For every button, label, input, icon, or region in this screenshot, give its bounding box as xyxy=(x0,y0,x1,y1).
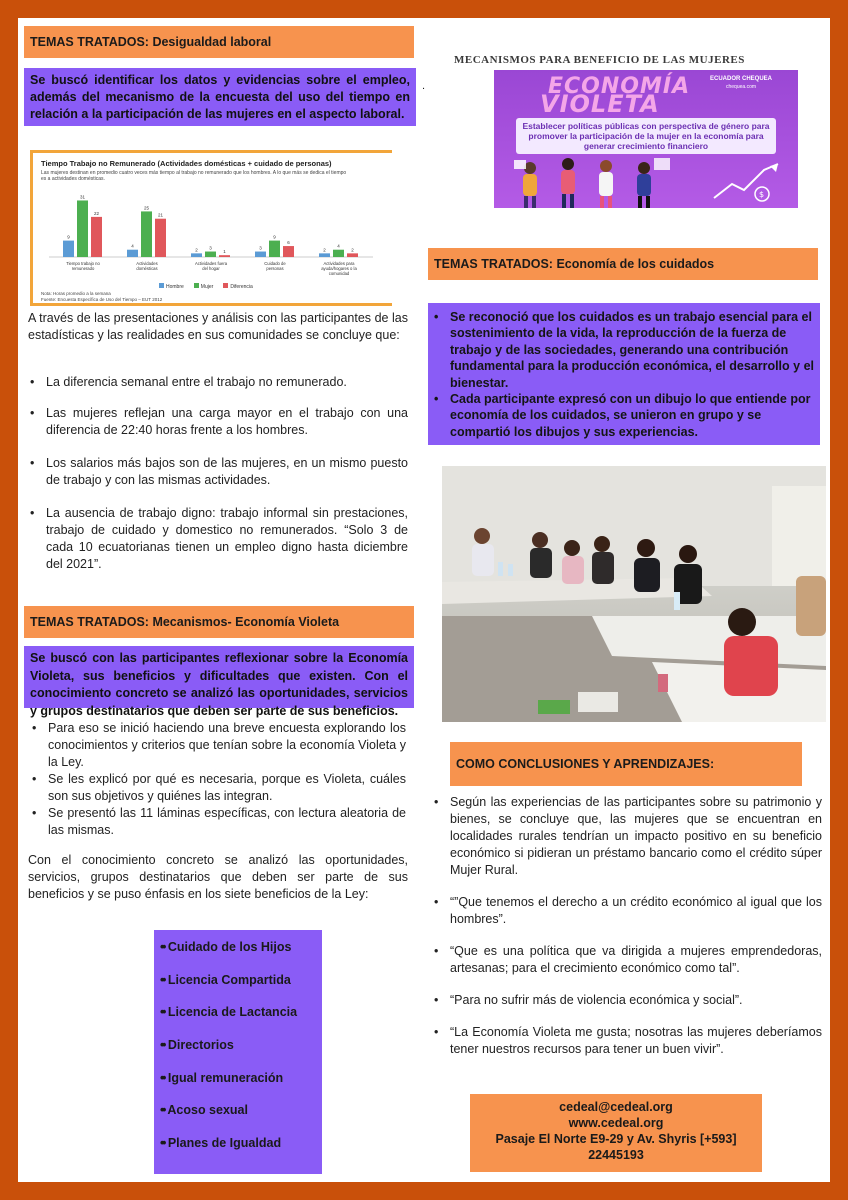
list-item: • “La Economía Violeta me gusta; nosotras las mujeres deberíamos tener nuestros recursos para tener un buen vivir”. xyxy=(432,1024,822,1058)
chart-bar-mujer xyxy=(269,241,280,257)
svg-text:$: $ xyxy=(759,190,765,199)
chart-bar-hombre xyxy=(255,252,266,257)
chart-bar-hombre xyxy=(127,250,138,257)
mechanisms-title: MECANISMOS PARA BENEFICIO DE LAS MUJERES xyxy=(454,54,745,66)
chart-category-label xyxy=(321,261,357,276)
chart-data-label: 31 xyxy=(79,194,86,200)
conclusiones-bullet-list xyxy=(432,794,822,1073)
chart-data-label: 6 xyxy=(287,240,290,246)
chart-category-label-line: Cuidado de xyxy=(264,261,286,266)
list-item: • • Acoso sexual xyxy=(160,1103,316,1136)
list-item: • “Para no sufrir más de violencia económica y social”. xyxy=(432,992,822,1009)
chart-category-label-line: Actividades fuera xyxy=(194,261,228,266)
chart-data-label: 2 xyxy=(351,247,354,253)
chart-data-label: 4 xyxy=(131,243,134,249)
chart-plot xyxy=(39,183,379,283)
chart-bar-diferencia xyxy=(155,219,166,257)
chart-category-label-line: ayuda/hogares o la xyxy=(321,266,357,271)
chart-data-label: 9 xyxy=(67,234,70,240)
legend-item-hombre xyxy=(159,283,184,290)
legend-label-mujer: Mujer xyxy=(200,284,214,290)
image-tag-small: chequea.com xyxy=(726,84,757,90)
chart-bar-mujer xyxy=(333,250,344,257)
chart-category-label-line: del hogar xyxy=(202,266,220,271)
chart-data-label: 9 xyxy=(273,234,276,240)
conclusion-intro-desigualdad: A través de las presentaciones y análisis con las participantes de las estadísticas y las realidades en sus comunidades se concluye que: xyxy=(28,311,408,342)
cuidados-box xyxy=(428,303,820,445)
image-text: Establecer políticas públicas con perspectiva de género para promover la participación de la mujer en la economía para generar crecimiento financiero xyxy=(516,118,776,154)
chart-note: Nota: Horas promedio a la semana xyxy=(41,291,111,296)
workshop-photo-drawing xyxy=(442,466,826,722)
image-title-line1: ECONOMÍA xyxy=(548,74,691,99)
chart-data-label: 21 xyxy=(157,212,164,218)
chart-bar-diferencia xyxy=(219,255,230,257)
section-intro-economia-violeta: Se buscó con las participantes reflexionar sobre la Economía Violeta, sus beneficios y dificultades que existen. Con el conocimiento concreto se analizó las oportunidades, servicios y grupos destinatarios que deben ser parte de sus beneficios. xyxy=(24,646,414,708)
ley-benefits-box xyxy=(154,930,322,1174)
chart-data-label: 3 xyxy=(259,245,262,251)
list-item: • Para eso se inició haciendo una breve encuesta explorando los conocimientos y criterios que tenían sobre la economía Violeta y la Ley. xyxy=(30,720,406,771)
list-item: • • Planes de Igualdad xyxy=(160,1136,316,1169)
chart-bar-mujer xyxy=(141,211,152,257)
section-header-economia-violeta: TEMAS TRATADOS: Mecanismos- Economía Violeta xyxy=(24,606,414,638)
chart-bar-diferencia xyxy=(283,246,294,257)
unpaid-work-chart xyxy=(30,150,392,306)
chart-bar-hombre xyxy=(63,241,74,257)
desigualdad-bullet-list xyxy=(28,374,408,587)
image-title-line2: VIOLETA xyxy=(540,90,660,118)
list-item: • • Cuidado de los Hijos xyxy=(160,940,316,973)
economia-violeta-image xyxy=(494,70,798,208)
legend-swatch-diferencia xyxy=(223,283,228,288)
chart-data-label: 22 xyxy=(93,210,100,216)
chart-subtitle: Las mujeres destinan en promedio cuatro veces más tiempo al trabajo no remunerado que los hombres. A lo que más se dedica el tiempo es a actividades domésticas. xyxy=(41,170,347,182)
chart-category-label-line: Actividades xyxy=(136,261,158,266)
section-header-cuidados: TEMAS TRATADOS: Economía de los cuidados xyxy=(428,248,818,280)
chart-category-label-line: Tiempo trabajo no xyxy=(66,261,100,266)
legend-label-diferencia: Diferencia xyxy=(230,284,253,290)
chart-bar-hombre xyxy=(191,253,202,257)
contact-address: Pasaje El Norte E9-29 y Av. Shyris [+593] xyxy=(495,1132,737,1146)
chart-category-label-line: comunidad xyxy=(328,271,350,276)
chart-data-label: 25 xyxy=(143,205,150,211)
chart-category-label xyxy=(195,261,228,271)
list-item: • La diferencia semanal entre el trabajo no remunerado. xyxy=(28,374,408,391)
workshop-photo xyxy=(442,466,826,722)
legend-swatch-mujer xyxy=(194,283,199,288)
chart-data-label: 2 xyxy=(323,247,326,253)
list-item: • Cada participante expresó con un dibujo lo que entiende por economía de los cuidados, se unieron en grupo y se compartió los dibujos y sus experiencias. xyxy=(432,391,814,440)
list-item: • • Directorios xyxy=(160,1038,316,1071)
contact-phone: 22445193 xyxy=(588,1148,644,1162)
contact-box xyxy=(470,1094,762,1172)
chart-bar-hombre xyxy=(319,253,330,257)
chart-bar-diferencia xyxy=(91,217,102,257)
chart-category-label xyxy=(136,261,157,271)
poster-sheet xyxy=(18,18,830,1182)
chart-data-label: 3 xyxy=(209,245,212,251)
cuidados-bullet-list xyxy=(432,309,814,440)
ley-paragraph: Con el conocimiento concreto se analizó las oportunidades, servicios, grupos destinatarios que deben ser parte de sus beneficios y se puso énfasis en los siete beneficios de la Ley: xyxy=(28,853,408,901)
chart-category-label-line: domésticas xyxy=(136,266,158,271)
chart-category-label xyxy=(66,261,100,271)
chart-legend xyxy=(159,283,253,290)
chart-data-label: 4 xyxy=(337,243,340,249)
list-item: • Las mujeres reflejan una carga mayor en el trabajo con una diferencia de 22:40 horas frente a los hombres. xyxy=(28,405,408,439)
image-tag: ECUADOR CHEQUEA xyxy=(710,76,773,82)
contact-email[interactable]: cedeal@cedeal.org xyxy=(559,1100,673,1114)
list-item: • “Que es una política que va dirigida a mujeres emprendedoras, artesanas; para el crecimiento económico como tal”. xyxy=(432,943,822,977)
legend-swatch-hombre xyxy=(159,283,164,288)
women-illustration xyxy=(494,154,798,208)
list-item: • • Licencia Compartida xyxy=(160,973,316,1006)
chart-bar-mujer xyxy=(77,200,88,257)
list-item: • Se les explicó por qué es necesaria, porque es Violeta, cuáles son sus objetivos y quiénes las integran. xyxy=(30,771,406,805)
chart-category-label-line: Actividades para xyxy=(323,261,355,266)
list-item: • Se reconoció que los cuidados es un trabajo esencial para el sostenimiento de la vida, la reproducción de la fuerza de trabajo y de las sociedades, generando una contribución fundamental para la producción económica, el desarrollo y el bienestar. xyxy=(432,309,814,391)
section-intro-desigualdad: Se buscó identificar los datos y evidencias sobre el empleo, además del mecanismo de la encuesta del uso del tiempo en relación a la participación de las mujeres en el aspecto laboral. xyxy=(24,68,416,126)
stray-dot: . xyxy=(422,80,426,92)
list-item: • Se presentó las 11 láminas específicas, con lectura aleatoria de las mismas. xyxy=(30,805,406,839)
chart-category-label-line: remunerado xyxy=(71,266,95,271)
chart-source: Fuente: Encuesta Específica de Uso del Tiempo – EUT 2012 xyxy=(41,297,163,302)
section-header-conclusiones: COMO CONCLUSIONES Y APRENDIZAJES: xyxy=(450,742,802,786)
legend-item-mujer xyxy=(194,283,214,290)
economia-violeta-bullet-list xyxy=(30,720,406,839)
contact-website[interactable]: www.cedeal.org xyxy=(568,1116,664,1130)
chart-data-label: 1 xyxy=(223,249,226,255)
section-header-desigualdad: TEMAS TRATADOS: Desigualdad laboral xyxy=(24,26,414,58)
chart-category-label-line: personas xyxy=(266,266,284,271)
list-item: • • Igual remuneración xyxy=(160,1071,316,1104)
ley-benefits-list xyxy=(154,930,322,1169)
chart-category-label xyxy=(264,261,286,271)
chart-data-label: 2 xyxy=(195,247,198,253)
list-item: • • Licencia de Lactancia xyxy=(160,1005,316,1038)
legend-label-hombre: Hombre xyxy=(166,284,184,290)
list-item: • “”Que tenemos el derecho a un crédito económico al igual que los hombres”. xyxy=(432,894,822,928)
chart-title: Tiempo Trabajo no Remunerado (Actividades domésticas + cuidado de personas) xyxy=(41,159,332,168)
list-item: • La ausencia de trabajo digno: trabajo informal sin prestaciones, trabajo de cuidado y domestico no remunerados. “Solo 3 de cada 10 ecuatorianas tienen un empleo digno hasta diciembre del 2021”. xyxy=(28,505,408,573)
legend-item-diferencia xyxy=(223,283,253,290)
chart-bar-mujer xyxy=(205,252,216,257)
list-item: • Los salarios más bajos son de las mujeres, en un mismo puesto de trabajo y con las mismas actividades. xyxy=(28,455,408,489)
chart-bar-diferencia xyxy=(347,253,358,257)
list-item: • Según las experiencias de las participantes sobre su patrimonio y bienes, se concluye que, las mujeres que se encuentran en localidades rurales tendrían un impacto positivo en su beneficio económico si pidieran un préstamo bancario como el crédito súper Mujer Rural. xyxy=(432,794,822,879)
